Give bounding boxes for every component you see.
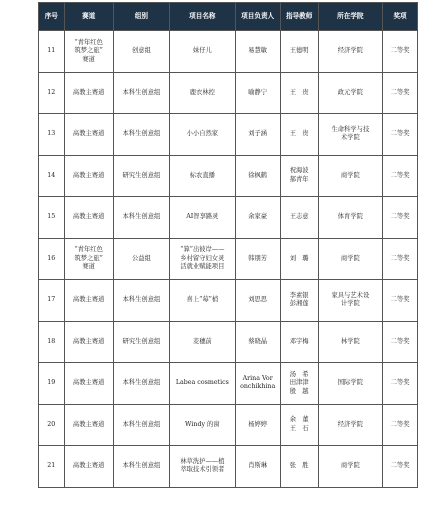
header-school: 所在学院 bbox=[318, 3, 383, 31]
table-row bbox=[39, 197, 418, 239]
table-row bbox=[39, 321, 418, 363]
header-track: 赛道 bbox=[64, 3, 113, 31]
cell-index: 16 bbox=[39, 238, 65, 280]
cell-award: 二等奖 bbox=[383, 72, 418, 114]
cell-index: 17 bbox=[39, 280, 65, 322]
cell-leader: 刘子涵 bbox=[235, 114, 280, 156]
cell-category: 创意组 bbox=[113, 31, 169, 73]
cell-project: 喜上“莓”梢 bbox=[170, 280, 236, 322]
table-row bbox=[39, 280, 418, 322]
cell-school: 家具与艺术设 计学院 bbox=[318, 280, 383, 322]
table-header-row bbox=[39, 3, 418, 31]
cell-school: 林学院 bbox=[318, 321, 383, 363]
header-leader: 项目负责人 bbox=[235, 3, 280, 31]
cell-category: 本科生创意组 bbox=[113, 280, 169, 322]
cell-school: 商学院 bbox=[318, 238, 383, 280]
cell-award: 二等奖 bbox=[383, 238, 418, 280]
cell-project: 小小自然家 bbox=[170, 114, 236, 156]
cell-track: 高教主赛道 bbox=[64, 404, 113, 446]
cell-track: 高教主赛道 bbox=[64, 114, 113, 156]
cell-school: 体育学院 bbox=[318, 197, 383, 239]
cell-advisor: 祝海波 郝青年 bbox=[280, 155, 318, 197]
cell-award: 二等奖 bbox=[383, 404, 418, 446]
cell-track: “青年红色 筑梦之旅” 赛道 bbox=[64, 31, 113, 73]
table-row bbox=[39, 404, 418, 446]
cell-award: 二等奖 bbox=[383, 31, 418, 73]
cell-index: 12 bbox=[39, 72, 65, 114]
table-body bbox=[39, 31, 418, 488]
table-row bbox=[39, 363, 418, 405]
cell-advisor: 王 贵 bbox=[280, 72, 318, 114]
cell-advisor: 张 胜 bbox=[280, 446, 318, 488]
cell-index: 14 bbox=[39, 155, 65, 197]
cell-advisor: 王德明 bbox=[280, 31, 318, 73]
cell-project: 标农直播 bbox=[170, 155, 236, 197]
cell-leader: 徐枫鹤 bbox=[235, 155, 280, 197]
cell-index: 21 bbox=[39, 446, 65, 488]
cell-leader: 喻静宁 bbox=[235, 72, 280, 114]
cell-category: 研究生创意组 bbox=[113, 155, 169, 197]
cell-advisor: 刘 璐 bbox=[280, 238, 318, 280]
cell-school: 政元学院 bbox=[318, 72, 383, 114]
cell-school: 国际学院 bbox=[318, 363, 383, 405]
cell-category: 研究生创意组 bbox=[113, 321, 169, 363]
cell-project: Windy 的窗 bbox=[170, 404, 236, 446]
header-category: 组别 bbox=[113, 3, 169, 31]
cell-award: 二等奖 bbox=[383, 197, 418, 239]
table-row bbox=[39, 31, 418, 73]
cell-category: 本科生创意组 bbox=[113, 404, 169, 446]
cell-advisor: 汤 希 田津津 殷 越 bbox=[280, 363, 318, 405]
cell-track: 高教主赛道 bbox=[64, 321, 113, 363]
cell-project: AI智享路灵 bbox=[170, 197, 236, 239]
cell-advisor: 李素银 彭湘莲 bbox=[280, 280, 318, 322]
cell-index: 11 bbox=[39, 31, 65, 73]
cell-award: 二等奖 bbox=[383, 321, 418, 363]
cell-advisor: 王 贵 bbox=[280, 114, 318, 156]
header-award: 奖项 bbox=[383, 3, 418, 31]
cell-project: “算”出彼岸—— 乡村留守妇女灵 活就业赋能项目 bbox=[170, 238, 236, 280]
header-project: 项目名称 bbox=[170, 3, 236, 31]
cell-advisor: 王志意 bbox=[280, 197, 318, 239]
table-row bbox=[39, 155, 418, 197]
table-row bbox=[39, 446, 418, 488]
table-row bbox=[39, 238, 418, 280]
cell-category: 本科生创意组 bbox=[113, 363, 169, 405]
cell-leader: Arina Vor onchikhina bbox=[235, 363, 280, 405]
cell-school: 经济学院 bbox=[318, 404, 383, 446]
cell-leader: 杨婷婷 bbox=[235, 404, 280, 446]
cell-index: 20 bbox=[39, 404, 65, 446]
header-index: 序号 bbox=[39, 3, 65, 31]
cell-advisor: 邓宇梅 bbox=[280, 321, 318, 363]
cell-index: 13 bbox=[39, 114, 65, 156]
cell-leader: 韩朋芳 bbox=[235, 238, 280, 280]
cell-project: 鹿衣林控 bbox=[170, 72, 236, 114]
table-row bbox=[39, 72, 418, 114]
cell-track: 高教主赛道 bbox=[64, 446, 113, 488]
cell-leader: 余家豪 bbox=[235, 197, 280, 239]
awards-table bbox=[38, 2, 418, 488]
cell-school: 商学院 bbox=[318, 155, 383, 197]
cell-award: 二等奖 bbox=[383, 363, 418, 405]
cell-leader: 刘思思 bbox=[235, 280, 280, 322]
cell-track: 高教主赛道 bbox=[64, 197, 113, 239]
cell-index: 15 bbox=[39, 197, 65, 239]
cell-category: 本科生创意组 bbox=[113, 114, 169, 156]
cell-project: 妹仔儿 bbox=[170, 31, 236, 73]
cell-index: 19 bbox=[39, 363, 65, 405]
cell-project: 林草洗护——植 萃取技术引领者 bbox=[170, 446, 236, 488]
cell-track: 高教主赛道 bbox=[64, 72, 113, 114]
cell-project: 麦穗前 bbox=[170, 321, 236, 363]
table-row bbox=[39, 114, 418, 156]
cell-award: 二等奖 bbox=[383, 114, 418, 156]
cell-index: 18 bbox=[39, 321, 65, 363]
cell-track: “青年红色 筑梦之旅” 赛道 bbox=[64, 238, 113, 280]
cell-school: 经济学院 bbox=[318, 31, 383, 73]
cell-track: 高教主赛道 bbox=[64, 155, 113, 197]
cell-school: 生命科学与技 术学院 bbox=[318, 114, 383, 156]
cell-leader: 易慧敏 bbox=[235, 31, 280, 73]
header-advisor: 指导教师 bbox=[280, 3, 318, 31]
cell-category: 本科生创意组 bbox=[113, 446, 169, 488]
cell-project: Labea cosmetics bbox=[170, 363, 236, 405]
cell-advisor: 余 董 王 石 bbox=[280, 404, 318, 446]
cell-award: 二等奖 bbox=[383, 280, 418, 322]
cell-leader: 肖斯琳 bbox=[235, 446, 280, 488]
cell-leader: 蔡晓晶 bbox=[235, 321, 280, 363]
cell-category: 本科生创意组 bbox=[113, 197, 169, 239]
cell-award: 二等奖 bbox=[383, 155, 418, 197]
cell-category: 本科生创意组 bbox=[113, 72, 169, 114]
cell-school: 商学院 bbox=[318, 446, 383, 488]
cell-award: 二等奖 bbox=[383, 446, 418, 488]
cell-track: 高教主赛道 bbox=[64, 363, 113, 405]
cell-track: 高教主赛道 bbox=[64, 280, 113, 322]
cell-category: 公益组 bbox=[113, 238, 169, 280]
